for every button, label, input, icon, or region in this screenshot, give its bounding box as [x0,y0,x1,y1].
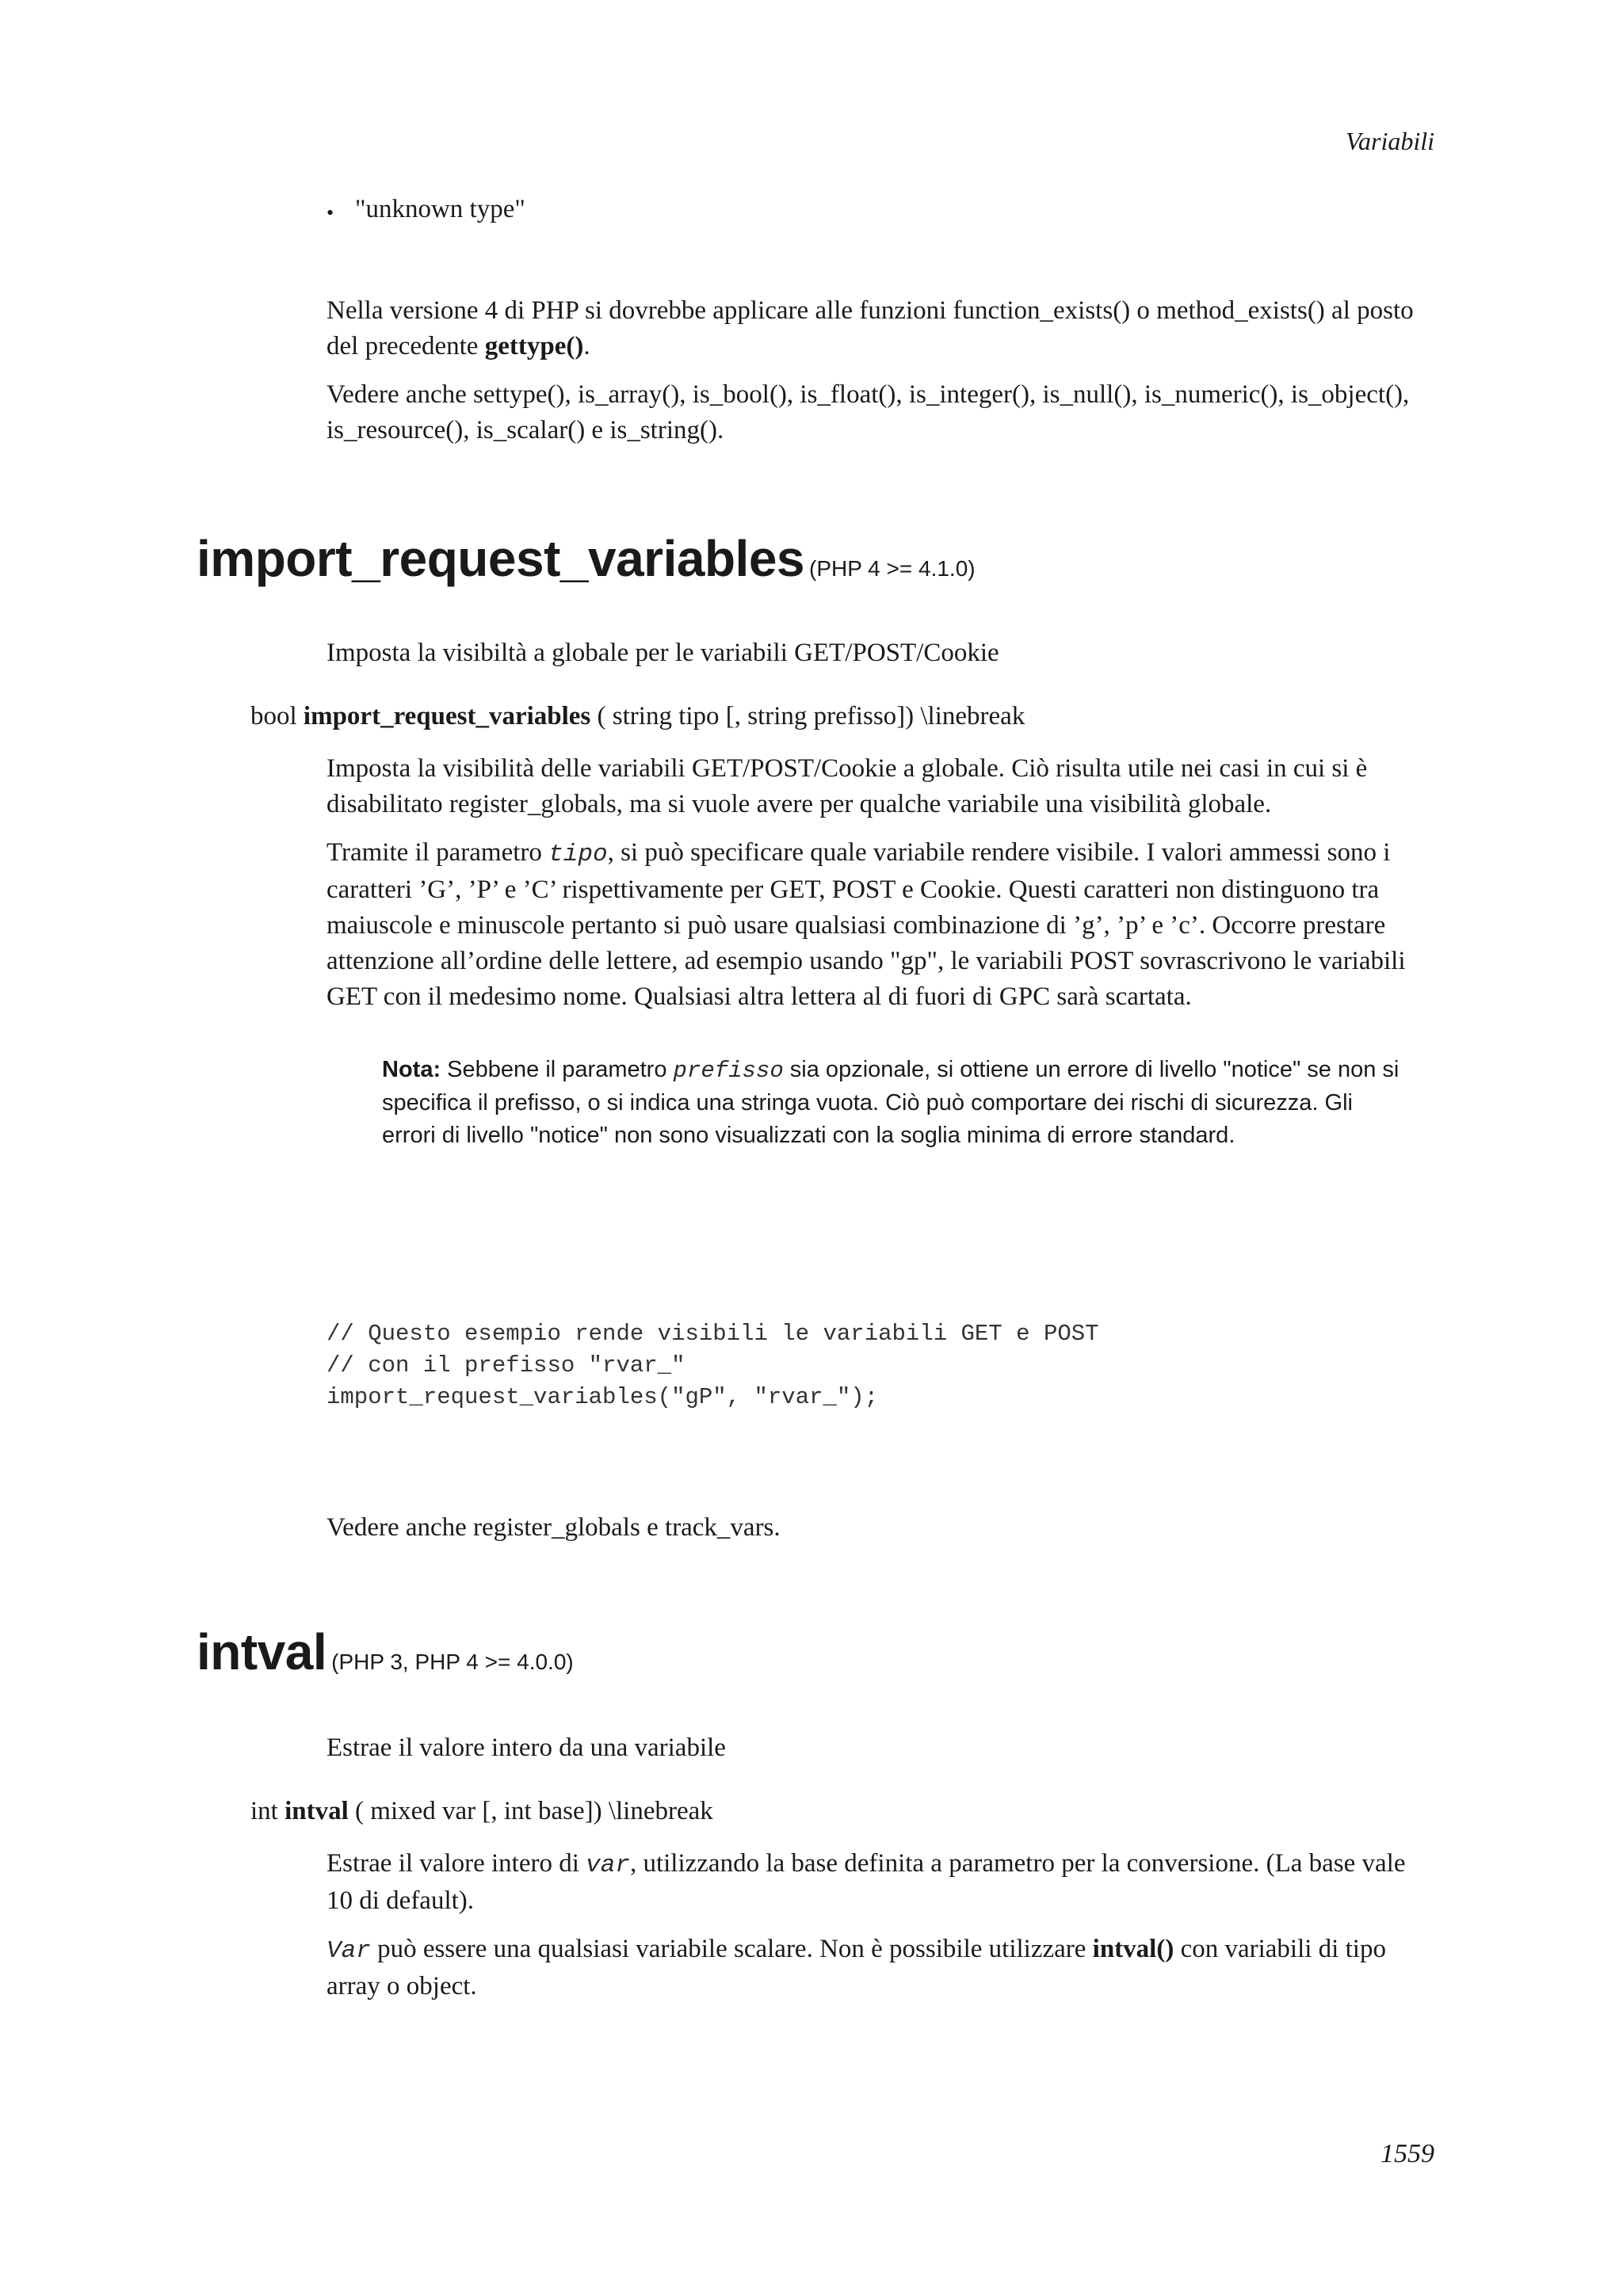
note-box [382,1054,1412,1152]
paragraph-text: con variabili di tipo array o object. [327,1935,1386,2000]
paragraph [327,835,1436,1015]
bullet-icon: • [327,201,334,224]
type-list [327,195,1436,224]
paragraph-text: . [583,332,590,360]
parameter-name: Var [327,1937,371,1965]
synopsis-args: ( mixed var [, int base]) \linebreak [348,1797,713,1825]
paragraph-text: Estrae il valore intero di [327,1849,586,1878]
parameter-name: prefisso [673,1058,784,1084]
synopsis-args: ( string tipo [, string prefisso]) \linebreak [590,702,1025,730]
paragraph [327,1932,1436,2004]
paragraph-text: , si può specificare quale variabile rendere visibile. I valori ammessi sono i caratteri ’G’, ’P’ e ’C’ rispettivamente per GET, POST e Cookie. Questi caratteri non distinguono tra maiuscole e minuscole pertanto si può usare qualsiasi combinazione di ’g’, ’p’ e ’c’. Occorre prestare attenzione all’ordine delle lettere, ad esempio usando "gp", le variabili POST sovrascrivono le variabili GET con il medesimo nome. Qualsiasi altra lettera al di fuori di GPC sarà scartata. [327,838,1406,1011]
list-item-text: "unknown type" [355,195,525,223]
paragraph [327,1846,1436,1919]
paragraph: Imposta la visibilità delle variabili GET/POST/Cookie a globale. Ciò risulta utile nei casi in cui si è disabilitato register_globals, ma si vuole avere per qualche variabile una visibilità globale. [327,754,1368,818]
function-heading [197,529,976,588]
list-item [327,195,1436,224]
paragraph-text: Nella versione 4 di PHP si dovrebbe applicare alle funzioni function_exists() o method_exists() al posto del precedente [327,296,1414,360]
synopsis-function-name: import_request_variables [303,702,591,730]
function-summary: Estrae il valore intero da una variabile [327,1733,726,1762]
note-label: Nota: [382,1057,441,1082]
note-text: Sebbene il parametro [441,1057,674,1082]
see-also: Vedere anche settype(), is_array(), is_bool(), is_float(), is_integer(), is_null(), is_numeric(), is_object(), is_resource(), is_scalar() e is_string(). [327,380,1410,444]
return-type: bool [250,702,297,730]
function-synopsis [250,1797,713,1826]
function-synopsis [250,702,1025,731]
function-summary: Imposta la visibiltà a globale per le variabili GET/POST/Cookie [327,639,999,667]
code-example: // Questo esempio rende visibili le variabili GET e POST // con il prefisso "rvar_" import_request_variables("gP", "rvar_"); [327,1321,1099,1410]
function-description [327,1846,1436,2017]
parameter-name: tipo [548,841,608,868]
synopsis-function-name: intval [285,1797,349,1825]
function-name: import_request_variables [197,530,804,587]
parameter-name: var [586,1852,630,1879]
running-header: Variabili [1345,127,1434,155]
paragraph-text: Tramite il parametro [327,838,549,867]
version-info: (PHP 4 >= 4.1.0) [809,556,976,581]
paragraph-text: può essere una qualsiasi variabile scalare. Non è possibile utilizzare [370,1935,1093,1963]
gettype-notes [327,293,1436,461]
return-type: int [250,1797,278,1825]
note-text: sia opzionale, si ottiene un errore di livello "notice" se non si specifica il prefisso, o si indica una stringa vuota. Ciò può comportare dei rischi di sicurezza. Gli errori di livello "notice" non sono visualizzati con la soglia minima di errore standard. [382,1057,1400,1148]
version-info: (PHP 3, PHP 4 >= 4.0.0) [331,1650,574,1674]
see-also: Vedere anche register_globals e track_vars. [327,1513,781,1542]
paragraph-text: , utilizzando la base definita a parametro per la conversione. (La base vale 10 di default). [327,1849,1406,1915]
function-heading [197,1623,574,1681]
function-name: intval [197,1623,327,1680]
function-description [327,751,1436,1028]
page-number: 1559 [1381,2139,1434,2168]
function-ref: gettype() [484,332,584,360]
function-ref: intval() [1092,1935,1174,1963]
paragraph [327,293,1436,364]
